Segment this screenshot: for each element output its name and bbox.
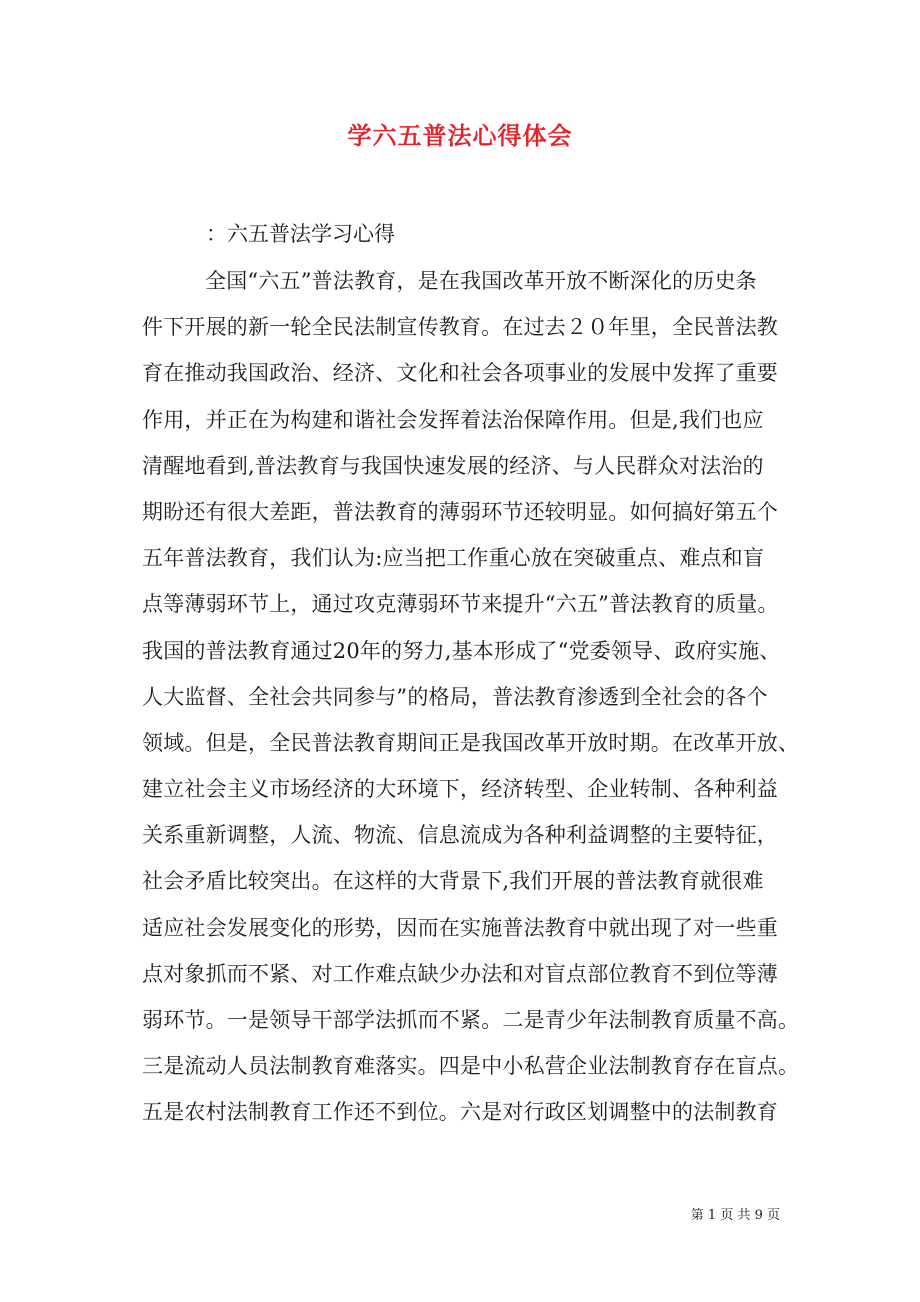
text-line: 三是流动人员法制教育难落实。四是中小私营企业法制教育存在盲点。	[142, 1054, 800, 1079]
page-number-footer: 第 1 页 共 9 页	[690, 1208, 780, 1223]
text-line: 适应社会发展变化的形势，因而在实施普法教育中就出现了对一些重	[142, 915, 778, 940]
text-line: 作用，并正在为构建和谐社会发挥着法治保障作用。但是,我们也应	[142, 407, 764, 432]
text-line: 领域。但是，全民普法教育期间正是我国改革开放时期。在改革开放、	[142, 730, 800, 755]
text-line: 人大监督、全社会共同参与”的格局，普法教育渗透到全社会的各个	[142, 684, 768, 709]
text-line: 件下开展的新一轮全民法制宣传教育。在过去２０年里，全民普法教	[142, 315, 778, 340]
text-line: 关系重新调整，人流、物流、信息流成为各种利益调整的主要特征，	[142, 823, 778, 848]
text-line: 建立社会主义市场经济的大环境下，经济转型、企业转制、各种利益	[142, 777, 778, 802]
text-line: 育在推动我国政治、经济、文化和社会各项事业的发展中发挥了重要	[142, 361, 778, 386]
text-line: 我国的普法教育通过20年的努力,基本形成了“党委领导、政府实施、	[142, 638, 781, 663]
text-line: 五年普法教育，我们认为:应当把工作重心放在突破重点、难点和盲	[142, 546, 765, 571]
text-line: 清醒地看到,普法教育与我国快速发展的经济、与人民群众对法治的	[142, 453, 764, 478]
text-line: 期盼还有很大差距，普法教育的薄弱环节还较明显。如何搞好第五个	[142, 499, 778, 524]
body-text	[142, 265, 800, 1143]
text-line: 点等薄弱环节上，通过攻克薄弱环节来提升“六五”普法教育的质量。	[142, 592, 779, 617]
text-line: 五是农村法制教育工作还不到位。六是对行政区划调整中的法制教育	[142, 1100, 778, 1125]
text-line: 点对象抓而不紧、对工作难点缺少办法和对盲点部位教育不到位等薄	[142, 961, 778, 986]
subtitle: ：六五普法学习心得	[206, 222, 395, 246]
page-title: 学六五普法心得体会	[347, 121, 573, 150]
text-line: 全国“六五”普法教育，是在我国改革开放不断深化的历史条	[205, 269, 757, 293]
text-line: 弱环节。一是领导干部学法抓而不紧。二是青少年法制教育质量不高。	[142, 1008, 800, 1032]
text-line: 社会矛盾比较突出。在这样的大背景下,我们开展的普法教育就很难	[142, 869, 764, 894]
